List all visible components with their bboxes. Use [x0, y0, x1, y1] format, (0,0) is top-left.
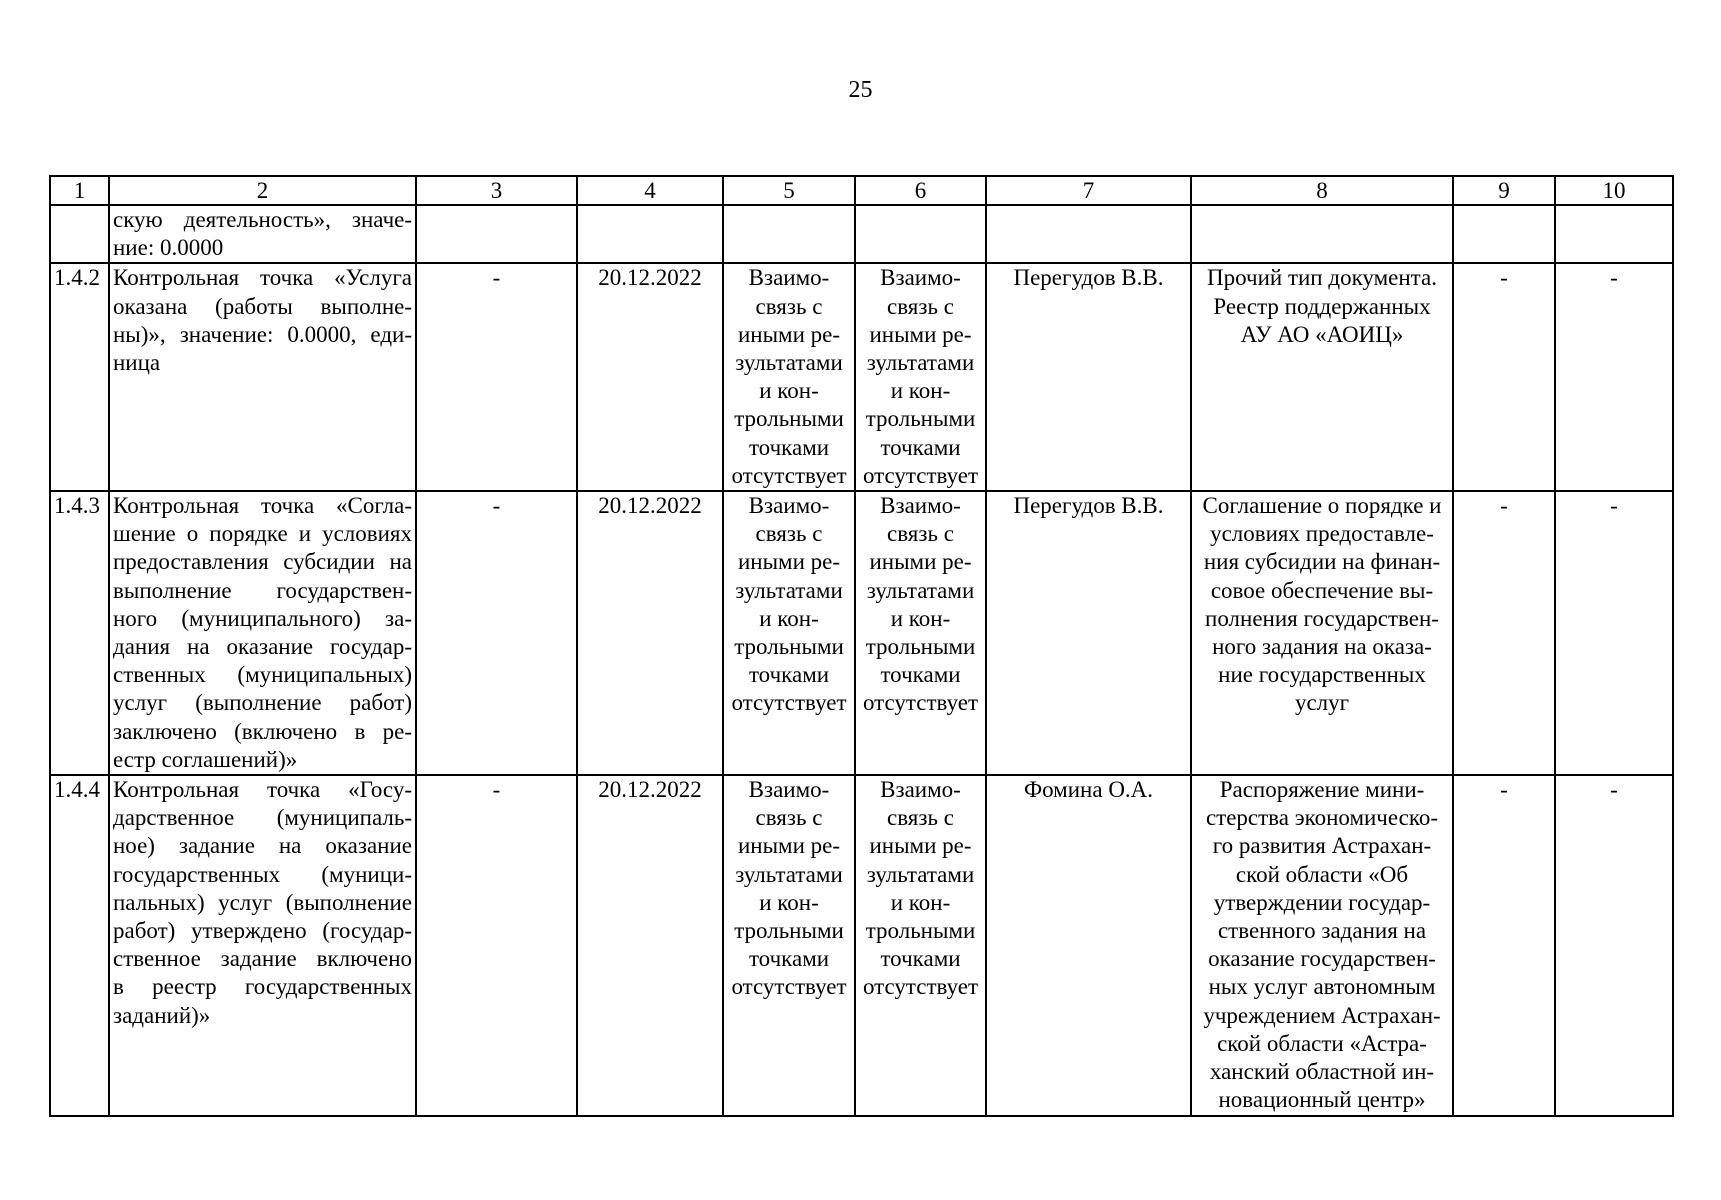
cell-line: связь с	[887, 805, 954, 831]
column-header: 1	[50, 176, 109, 205]
cell-line: связь с	[887, 293, 954, 319]
cell-line: точками	[748, 662, 830, 688]
cell-line: ны)», значение: 0.0000, еди-	[113, 321, 412, 347]
cell-line: утверждении государ-	[1213, 889, 1431, 915]
cell-line: ской области «Астра-	[1217, 1030, 1427, 1056]
cell-line: зультатами	[866, 861, 975, 887]
cell-line: и кон-	[759, 889, 819, 915]
cell-line: го развития Астрахан-	[1212, 833, 1432, 859]
cell-line: иными ре-	[869, 549, 972, 575]
cell-line: условиях предоставле-	[1210, 521, 1434, 547]
cell-line: трольными	[734, 634, 844, 660]
description-cell	[109, 491, 416, 775]
column-header: 7	[986, 176, 1191, 205]
description-cell	[109, 775, 416, 1115]
column-header: 9	[1453, 176, 1555, 205]
column-header: 2	[109, 176, 416, 205]
cell-line: зультатами	[866, 350, 975, 376]
description-cell	[109, 263, 416, 491]
cell-line: оказана (работы выполне-	[113, 293, 412, 319]
cell-line: государственных (муници-	[113, 861, 412, 887]
cell-line: связь с	[755, 805, 823, 831]
row-number-cell: 1.4.3	[50, 491, 109, 775]
responsible-cell: Перегудов В.В.	[986, 263, 1191, 491]
cell-line: Взаимо-	[748, 493, 830, 519]
cell-line: трольными	[865, 918, 976, 944]
col9-cell: -	[1453, 491, 1555, 775]
cell-line: услуг (выполнение работ)	[113, 690, 412, 716]
cell-line: полнения государствен-	[1205, 605, 1439, 631]
cell-line: и кон-	[759, 378, 819, 404]
cell-line: новационный центр»	[1218, 1087, 1426, 1113]
cell-line: оказание государствен-	[1208, 946, 1436, 972]
col9-cell: -	[1453, 263, 1555, 491]
cell-line: отсутствует	[731, 974, 847, 1000]
cell-line: и кон-	[890, 889, 951, 915]
cell-line: ние государственных	[1218, 662, 1426, 688]
cell-line: отсутствует	[731, 462, 847, 488]
relation-cell	[855, 263, 986, 491]
column-header: 4	[577, 176, 723, 205]
cell-line: Взаимо-	[880, 493, 961, 519]
header-row	[50, 176, 1673, 205]
cell-line: трольными	[734, 918, 844, 944]
cell-line: Взаимо-	[748, 777, 830, 803]
cell-line: иными ре-	[737, 549, 841, 575]
cell-line: ственного задания на	[1217, 918, 1427, 944]
cell-line: в реестр государственных	[113, 974, 412, 1000]
row-number-cell: 1.4.2	[50, 263, 109, 491]
cell-line: иными ре-	[737, 321, 841, 347]
cell-line: выполнение государствен-	[113, 577, 412, 603]
description-cell	[109, 205, 416, 263]
cell-line: отсутствует	[862, 690, 979, 716]
cell-line: заключено (включено в ре-	[113, 718, 412, 744]
cell-line: совое обеспечение вы-	[1210, 577, 1434, 603]
cell-line: точками	[748, 434, 830, 460]
cell-line: иными ре-	[869, 833, 972, 859]
empty-cell	[723, 205, 855, 263]
cell-line: и кон-	[890, 378, 951, 404]
empty-cell	[855, 205, 986, 263]
relation-cell	[723, 491, 855, 775]
cell-line: зультатами	[735, 577, 843, 603]
date-cell: 20.12.2022	[577, 775, 723, 1115]
empty-cell	[1191, 205, 1453, 263]
cell-line: дарственное (муниципаль-	[113, 805, 412, 831]
cell-line: шение о порядке и условиях	[113, 521, 412, 547]
cell-line: ханский областной ин-	[1209, 1059, 1435, 1085]
cell-line: зультатами	[866, 577, 975, 603]
cell-line: Взаимо-	[880, 777, 961, 803]
cell-line: трольными	[865, 406, 976, 432]
cell-line: услуг	[1294, 690, 1350, 716]
cell-line: Контрольная точка «Услуга	[113, 265, 412, 291]
col10-cell: -	[1555, 775, 1673, 1115]
empty-cell	[1555, 205, 1673, 263]
relation-cell	[855, 491, 986, 775]
cell-line: дания на оказание государ-	[113, 634, 412, 660]
cell-line: Соглашение о порядке и	[1202, 493, 1442, 519]
cell-line: ных услуг автономным	[1208, 974, 1436, 1000]
cell-line: стерства экономическо-	[1205, 805, 1439, 831]
col9-cell: -	[1453, 775, 1555, 1115]
table-row	[50, 775, 1673, 1115]
cell-line: пальных) услуг (выполнение	[113, 889, 412, 915]
cell-line: предоставления субсидии на	[113, 549, 412, 575]
cell-line: ного задания на оказа-	[1212, 634, 1432, 660]
cell-line: отсутствует	[731, 690, 847, 716]
document-cell	[1191, 491, 1453, 775]
cell-line: связь с	[887, 521, 954, 547]
date-cell: 20.12.2022	[577, 263, 723, 491]
cell-line: Распоряжение мини-	[1219, 777, 1425, 803]
relation-cell	[855, 775, 986, 1115]
cell-line: работ) утверждено (государ-	[113, 918, 412, 944]
cell-line: Прочий тип документа.	[1207, 265, 1437, 291]
column-header: 3	[416, 176, 577, 205]
cell-line: ное) задание на оказание	[113, 833, 412, 859]
cell-line: иными ре-	[737, 833, 841, 859]
document-cell	[1191, 263, 1453, 491]
document-cell	[1191, 775, 1453, 1115]
cell-line: трольными	[734, 406, 844, 432]
cell-line: учреждением Астрахан-	[1203, 1002, 1441, 1028]
relation-cell	[723, 775, 855, 1115]
cell-line: Контрольная точка «Госу-	[113, 777, 412, 803]
cell-line: естр соглашений)»	[113, 746, 298, 772]
cell-line: зультатами	[735, 350, 843, 376]
empty-cell	[577, 205, 723, 263]
table-row	[50, 491, 1673, 775]
column-header: 6	[855, 176, 986, 205]
cell-line: ственное задание включено	[113, 946, 412, 972]
cell-line: ного (муниципального) за-	[113, 605, 412, 631]
col10-cell: -	[1555, 491, 1673, 775]
control-points-table	[49, 175, 1674, 1117]
column-header: 10	[1555, 176, 1673, 205]
cell-line: связь с	[755, 293, 823, 319]
cell-line: Взаимо-	[748, 265, 830, 291]
row-number-cell: 1.4.4	[50, 775, 109, 1115]
cell-line: ской области «Об	[1235, 861, 1409, 887]
cell-line: трольными	[865, 634, 976, 660]
cell-line: и кон-	[890, 605, 951, 631]
empty-cell	[416, 205, 577, 263]
column-header: 5	[723, 176, 855, 205]
cell-line: ница	[113, 350, 161, 376]
cell-line: точками	[880, 434, 961, 460]
relation-cell	[723, 263, 855, 491]
cell-line: точками	[748, 946, 830, 972]
cell-line: Взаимо-	[880, 265, 961, 291]
empty-cell	[1453, 205, 1555, 263]
col3-cell: -	[416, 491, 577, 775]
cell-line: отсутствует	[862, 462, 979, 488]
cell-line: иными ре-	[869, 321, 972, 347]
cell-line: заданий)»	[113, 1002, 211, 1028]
cell-line: точками	[880, 946, 961, 972]
cell-line: связь с	[755, 521, 823, 547]
empty-cell	[986, 205, 1191, 263]
cell-line: скую деятельность», значе-	[113, 207, 412, 232]
cell-line: и кон-	[759, 605, 819, 631]
table-row	[50, 263, 1673, 491]
column-header: 8	[1191, 176, 1453, 205]
responsible-cell: Перегудов В.В.	[986, 491, 1191, 775]
continuation-row	[50, 205, 1673, 263]
cell-line: АУ АО «АОИЦ»	[1240, 321, 1404, 347]
cell-line: Реестр поддержанных	[1213, 293, 1431, 319]
page-number: 25	[848, 77, 873, 103]
cell-line: ственных (муниципальных)	[113, 662, 412, 688]
cell-line: зультатами	[735, 861, 843, 887]
cell-line: ния субсидии на финан-	[1203, 549, 1441, 575]
date-cell: 20.12.2022	[577, 491, 723, 775]
cell-line: отсутствует	[862, 974, 979, 1000]
cell-line: точками	[880, 662, 961, 688]
cell-line: ние: 0.0000	[113, 235, 224, 261]
row-number-cell	[50, 205, 109, 263]
cell-line: Контрольная точка «Согла-	[113, 493, 412, 519]
col3-cell: -	[416, 263, 577, 491]
col10-cell: -	[1555, 263, 1673, 491]
col3-cell: -	[416, 775, 577, 1115]
responsible-cell: Фомина О.А.	[986, 775, 1191, 1115]
